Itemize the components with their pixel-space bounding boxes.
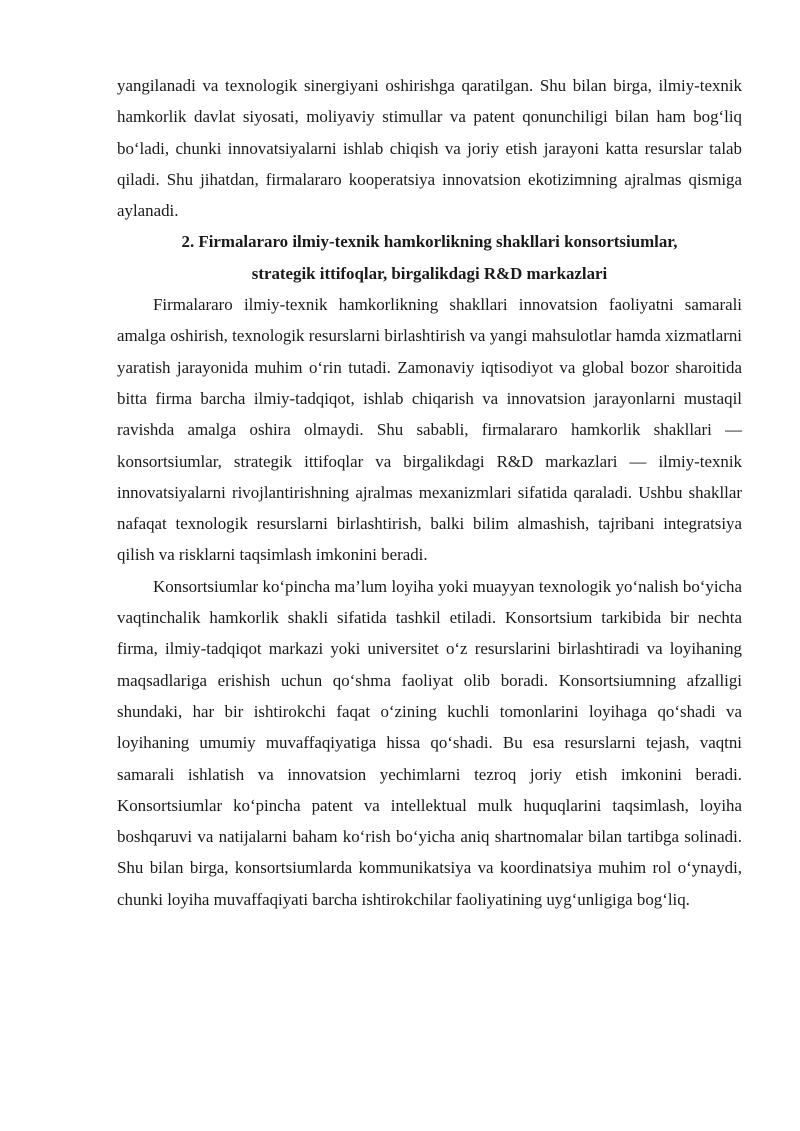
- section-heading-line-2: strategik ittifoqlar, birgalikdagi R&D markazlari: [251, 263, 608, 283]
- paragraph-intro: yangilanadi va texnologik sinergiyani oshirishga qaratilgan. Shu bilan birga, ilmiy-texnik hamkorlik davlat siyosati, moliyaviy stimullar va patent qonunchiligi bilan ham bog‘liq bo‘ladi, chunki innovatsiyalarni ishlab chiqish va joriy etish jarayoni katta resurslar talab qiladi. Shu jihatdan, firmalararo kooperatsiya innovatsion ekotizimning ajralmas qismiga aylanadi.: [117, 76, 742, 221]
- document-page: [117, 70, 742, 915]
- paragraph-consortiums: Konsortsiumlar ko‘pincha ma’lum loyiha yoki muayyan texnologik yo‘nalish bo‘yicha vaqtinchalik hamkorlik shakli sifatida tashkil etiladi. Konsortsium tarkibida bir nechta firma, ilmiy-tadqiqot markazi yoki universitet o‘z resurslarini birlashtiradi va loyihaning maqsadlariga erishish uchun qo‘shma faoliyat olib boradi. Konsortsiumning afzalligi shundaki, har bir ishtirokchi faqat o‘zining kuchli tomonlarini loyihaga qo‘shadi va loyihaning umumiy muvaffaqiyatiga hissa qo‘shadi. Bu esa resurslarni tejash, vaqtni samarali ishlatish va innovatsion yechimlarni tezroq joriy etish imkonini beradi. Konsortsiumlar ko‘pincha patent va intellektual mulk huquqlarini taqsimlash, loyiha boshqaruvi va natijalarni baham ko‘rish bo‘yicha aniq shartnomalar bilan tartibga solinadi. Shu bilan birga, konsortsiumlarda kommunikatsiya va koordinatsiya muhim rol o‘ynaydi, chunki loyiha muvaffaqiyati barcha ishtirokchilar faoliyatining uyg‘unligiga bog‘liq.: [117, 576, 742, 909]
- paragraph-forms: Firmalararo ilmiy-texnik hamkorlikning shakllari innovatsion faoliyatni samarali amalga oshirish, texnologik resurslarni birlashtirish va yangi mahsulotlar hamda xizmatlarni yaratish jarayonida muhim o‘rin tutadi. Zamonaviy iqtisodiyot va global bozor sharoitida bitta firma barcha ilmiy-tadqiqot, ishlab chiqarish va innovatsion jarayonlarni mustaqil ravishda amalga oshira olmaydi. Shu sababli, firmalararo hamkorlik shakllari — konsortsiumlar, strategik ittifoqlar va birgalikdagi R&D markazlari — ilmiy-texnik innovatsiyalarni rivojlantirishning ajralmas mexanizmlari sifatida qaraladi. Ushbu shakllar nafaqat texnologik resurslarni birlashtirish, balki bilim almashish, tajribani integratsiya qilish va risklarni taqsimlash imkonini beradi.: [117, 295, 742, 565]
- section-heading-line-1: 2. Firmalararo ilmiy-texnik hamkorlikning shakllari konsortsiumlar,: [181, 232, 678, 252]
